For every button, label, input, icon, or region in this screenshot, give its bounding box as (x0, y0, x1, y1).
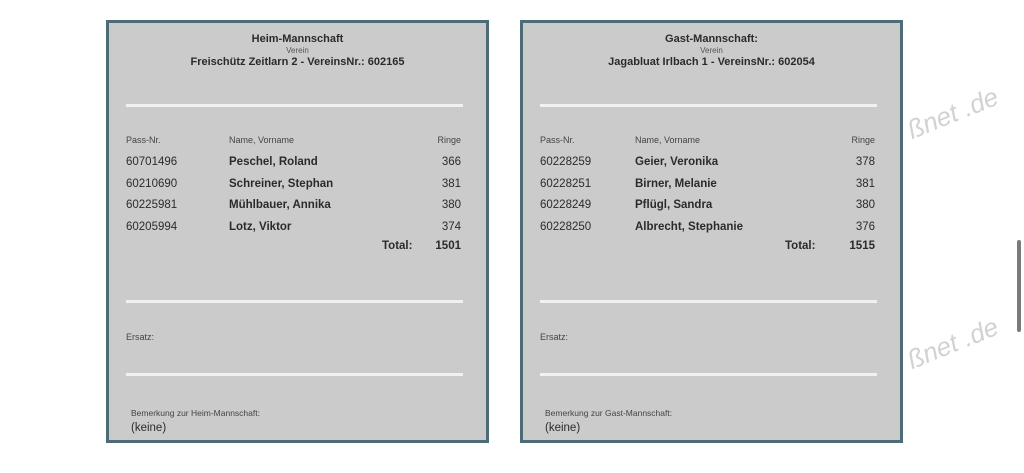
player-name: Mühlbauer, Annika (229, 199, 331, 211)
total-value: 1515 (849, 240, 875, 252)
player-pass: 60210690 (126, 178, 178, 190)
player-ringe: 378 (855, 156, 875, 168)
player-ringe: 381 (855, 178, 875, 190)
player-pass: 60228259 (540, 156, 592, 168)
player-pass: 60228249 (540, 199, 592, 211)
player-pass: 60701496 (126, 156, 178, 168)
total-label: Total: (785, 240, 816, 252)
player-name: Birner, Melanie (635, 178, 717, 190)
ersatz-label: Ersatz: (126, 332, 155, 342)
col-ringe-header: Ringe (437, 135, 461, 145)
home-team-title: Heim-Mannschaft (251, 33, 344, 45)
divider (540, 104, 877, 107)
home-verein-label: Verein (286, 46, 309, 55)
player-ringe: 381 (441, 178, 461, 190)
player-name: Albrecht, Stephanie (635, 221, 743, 233)
divider (126, 373, 463, 376)
bemerkung-label: Bemerkung zur Heim-Mannschaft: (131, 408, 260, 418)
bemerkung-value: (keine) (131, 422, 167, 434)
divider (540, 300, 877, 303)
player-name: Geier, Veronika (635, 156, 719, 168)
player-pass: 60225981 (126, 199, 178, 211)
home-team-panel (106, 20, 489, 443)
player-name: Peschel, Roland (229, 156, 318, 168)
total-label: Total: (382, 240, 413, 252)
bemerkung-label: Bemerkung zur Gast-Mannschaft: (545, 408, 673, 418)
home-team-header (109, 33, 486, 68)
player-ringe: 374 (441, 221, 461, 233)
divider (126, 300, 463, 303)
divider (126, 104, 463, 107)
ersatz-label: Ersatz: (540, 332, 569, 342)
guest-club-name: Jagabluat Irlbach 1 - VereinsNr.: 602054 (608, 56, 815, 68)
guest-team-panel (520, 20, 903, 443)
col-pass-header: Pass-Nr. (126, 135, 161, 145)
watermark: ßnet .de (902, 81, 1003, 145)
col-pass-header: Pass-Nr. (540, 135, 575, 145)
bemerkung-value: (keine) (545, 422, 581, 434)
total-value: 1501 (435, 240, 461, 252)
col-name-header: Name, Vorname (229, 135, 295, 145)
guest-team-header (523, 33, 900, 68)
guest-verein-label: Verein (700, 46, 723, 55)
player-name: Pflügl, Sandra (635, 199, 713, 211)
player-name: Lotz, Viktor (229, 221, 292, 233)
player-pass: 60228250 (540, 221, 592, 233)
player-pass: 60228251 (540, 178, 592, 190)
col-ringe-header: Ringe (851, 135, 875, 145)
home-club-name: Freischütz Zeitlarn 2 - VereinsNr.: 602165 (190, 56, 405, 68)
player-ringe: 380 (441, 199, 461, 211)
player-ringe: 376 (855, 221, 875, 233)
scrollbar-thumb[interactable] (1017, 240, 1021, 332)
player-ringe: 366 (441, 156, 461, 168)
guest-team-title: Gast-Mannschaft: (665, 33, 758, 45)
col-name-header: Name, Vorname (635, 135, 701, 145)
player-name: Schreiner, Stephan (229, 178, 334, 190)
player-ringe: 380 (855, 199, 875, 211)
divider (540, 373, 877, 376)
player-pass: 60205994 (126, 221, 178, 233)
watermark: ßnet .de (902, 311, 1003, 375)
